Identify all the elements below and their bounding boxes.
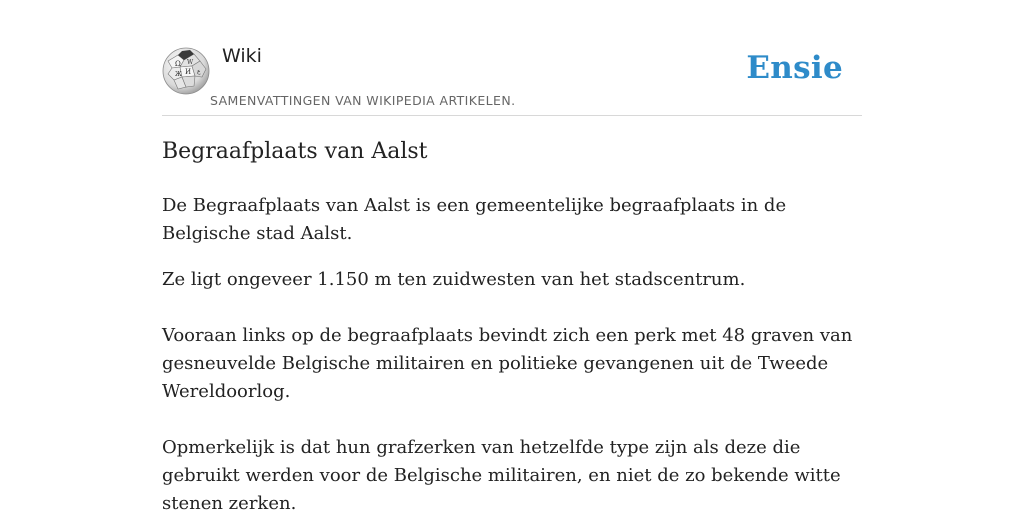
svg-text:Ж: Ж — [175, 71, 182, 78]
svg-text:Ω: Ω — [175, 60, 181, 68]
site-tagline: SAMENVATTINGEN VAN WIKIPEDIA ARTIKELEN. — [210, 93, 516, 108]
article-paragraph: Ze ligt ongeveer 1.150 m ten zuidwesten van het stadscentrum. — [162, 269, 746, 290]
site-name-link[interactable]: Wiki — [222, 45, 262, 67]
article-paragraph: Opmerkelijk is dat hun grafzerken van hetzelfde type zijn als deze die gebruikt werden voor de Belgische militairen, en niet de zo bekende witte stenen zerken. — [162, 437, 841, 514]
site-header — [162, 0, 862, 116]
article-title: Begraafplaats van Aalst — [162, 139, 428, 164]
ensie-brand-link[interactable]: Ensie — [746, 50, 843, 86]
wikipedia-globe-icon[interactable] — [162, 47, 210, 95]
svg-text:ع: ع — [197, 68, 201, 75]
article-body — [162, 192, 862, 518]
article-paragraph: Vooraan links op de begraafplaats bevindt zich een perk met 48 graven van gesneuvelde Belgische militairen en politieke gevangenen uit de Tweede Wereldoorlog. — [162, 325, 853, 402]
svg-text:И: И — [185, 68, 192, 76]
svg-text:W: W — [187, 59, 194, 66]
page — [162, 0, 862, 514]
article-paragraph: De Begraafplaats van Aalst is een gemeentelijke begraafplaats in de Belgische stad Aalst. — [162, 195, 787, 244]
